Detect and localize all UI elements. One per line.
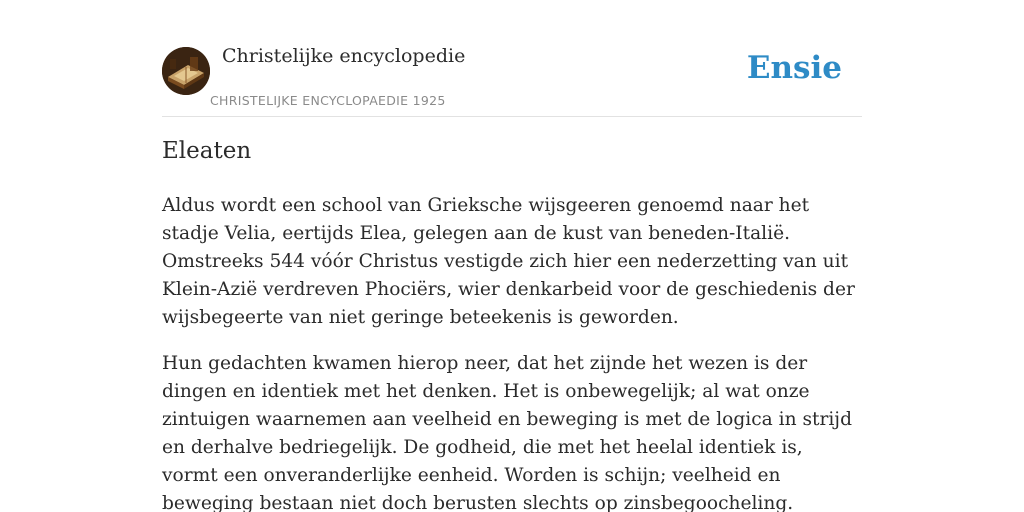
- book-icon: [162, 47, 210, 95]
- article-title: Eleaten: [162, 138, 252, 164]
- site-name[interactable]: Christelijke encyclopedie: [222, 45, 466, 67]
- article-paragraph: Hun gedachten kwamen hierop neer, dat het zijnde het wezen is der dingen en identiek met het denken. Het is onbewegelijk; al wat onze zintuigen waarnemen aan veelheid en beweging is met de logica in strijd en derhalve bedriegelijk. De godheid, die met het heelal identiek is, vormt een onveranderlijke eenheid. Worden is schijn; veelheid en beweging bestaan niet doch berusten slechts op zinsbegoocheling.: [162, 353, 852, 512]
- site-header: [162, 0, 862, 117]
- article-body: [162, 192, 862, 512]
- brand-logo[interactable]: Ensie: [746, 50, 842, 86]
- article-paragraph: Aldus wordt een school van Grieksche wijsgeeren genoemd naar het stadje Velia, eertijds Elea, gelegen aan de kust van beneden-Italië. Omstreeks 544 vóór Christus vestigde zich hier een nederzetting van uit Klein-Azië verdreven Phociërs, wier denkarbeid voor de geschiedenis der wijsbegeerte van niet geringe beteekenis is geworden.: [162, 195, 855, 328]
- avatar[interactable]: [162, 47, 210, 95]
- site-subtitle[interactable]: CHRISTELIJKE ENCYCLOPAEDIE 1925: [210, 93, 446, 108]
